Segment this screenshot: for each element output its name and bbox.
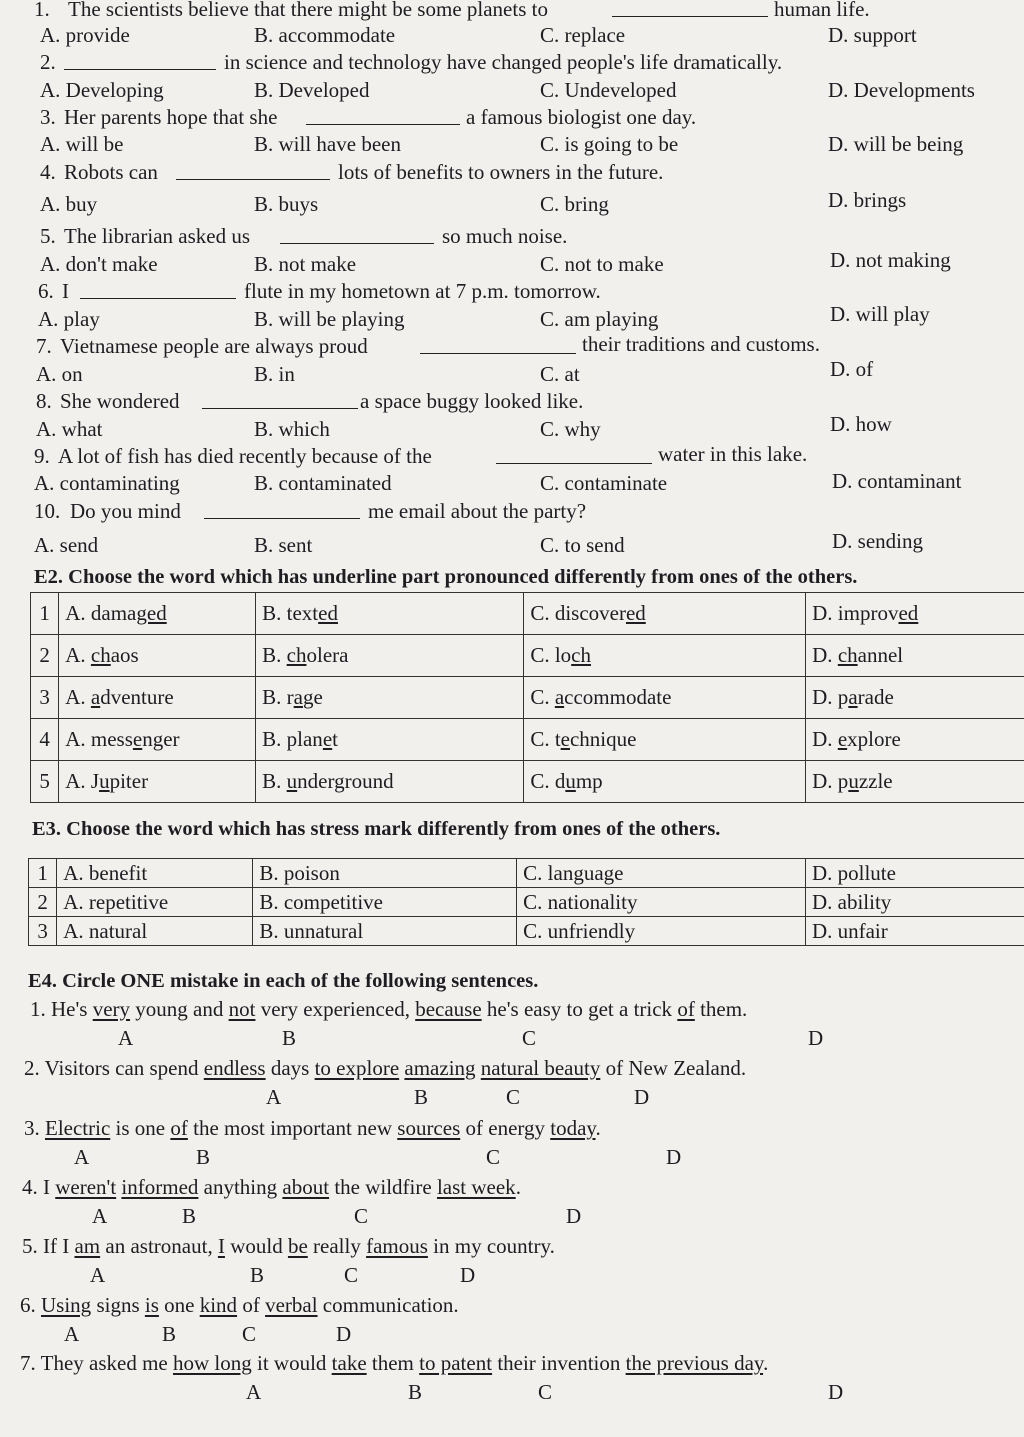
sentence-text: the most important new: [187, 1116, 398, 1140]
word-option[interactable]: D. explore: [806, 719, 1024, 761]
underlined-option[interactable]: to explore: [314, 1056, 400, 1080]
option-d[interactable]: D. sending: [832, 529, 923, 553]
option-d[interactable]: D. support: [828, 23, 917, 47]
sentence-text: If I: [43, 1234, 75, 1258]
answer-blank[interactable]: [64, 53, 216, 70]
option-a[interactable]: A. on: [36, 362, 83, 386]
sentence-text: in my country.: [427, 1234, 555, 1258]
option-letter: B: [162, 1322, 177, 1346]
table-row: [31, 635, 1024, 677]
word-option[interactable]: C. nationality: [517, 888, 806, 917]
option-b[interactable]: B. Developed: [254, 78, 370, 102]
table-row: [29, 859, 1024, 888]
error-sentence-4: [22, 1174, 521, 1200]
option-d[interactable]: D. Developments: [828, 78, 975, 102]
row-number: 1: [29, 859, 57, 888]
underlined-option[interactable]: how long: [173, 1351, 252, 1375]
word-option[interactable]: D. channel: [806, 635, 1024, 677]
option-b[interactable]: B. accommodate: [254, 23, 396, 47]
table-row: [31, 593, 1024, 635]
sentence-text: .: [763, 1351, 769, 1375]
option-letter: B: [196, 1145, 211, 1169]
option-letter: A: [64, 1322, 80, 1346]
option-b[interactable]: B. which: [254, 417, 330, 441]
answer-blank[interactable]: [280, 227, 434, 244]
option-b[interactable]: B. in: [254, 362, 295, 386]
option-c[interactable]: C. why: [540, 417, 601, 441]
word-option[interactable]: B. underground: [256, 761, 524, 803]
sentence-text: He's: [51, 997, 93, 1021]
option-letter: B: [250, 1263, 265, 1287]
option-c[interactable]: C. replace: [540, 23, 626, 47]
word-option[interactable]: A. adventure: [59, 677, 256, 719]
options-6: [0, 302, 1024, 332]
option-c[interactable]: C. at: [540, 362, 580, 386]
underlined-option[interactable]: Using: [41, 1293, 92, 1317]
sentence-text: of energy: [460, 1116, 551, 1140]
question-10: 10. Do you mind me email about the party?: [34, 499, 587, 523]
sentence-text: 1.: [30, 997, 46, 1021]
option-b[interactable]: B. contaminated: [254, 471, 392, 495]
options-1: [0, 22, 1024, 48]
underlined-option[interactable]: famous: [366, 1234, 428, 1258]
option-letter: D: [808, 1026, 824, 1050]
option-c[interactable]: C. bring: [540, 192, 609, 216]
option-a[interactable]: A. what: [36, 417, 103, 441]
word-option[interactable]: C. unfriendly: [517, 917, 806, 946]
option-letter: C: [242, 1322, 257, 1346]
options-4: [0, 188, 1024, 217]
row-number: 4: [31, 719, 59, 761]
underlined-option[interactable]: natural beauty: [480, 1056, 601, 1080]
word-option[interactable]: D. puzzle: [806, 761, 1024, 803]
word-option[interactable]: C. language: [517, 859, 806, 888]
underlined-option[interactable]: today: [550, 1116, 596, 1140]
option-letter: C: [522, 1026, 537, 1050]
question-2: 2. in science and technology have changed people's life dramatically.: [40, 50, 783, 74]
sentence-text: really: [307, 1234, 367, 1258]
option-a[interactable]: A. send: [34, 533, 99, 557]
word-option[interactable]: A. natural: [57, 917, 253, 946]
row-number: 2: [31, 635, 59, 677]
underlined-option[interactable]: last week: [436, 1175, 516, 1199]
option-letter: C: [354, 1204, 369, 1228]
option-letter: C: [486, 1145, 501, 1169]
options-3: [0, 131, 1024, 157]
table-row: [29, 888, 1024, 917]
error-sentence-5: [22, 1233, 555, 1259]
option-d[interactable]: D. how: [830, 412, 892, 436]
e4-heading: E4. Circle ONE mistake in each of the following sentences.: [28, 970, 539, 992]
word-option[interactable]: D. ability: [805, 888, 1024, 917]
row-number: 1: [31, 593, 59, 635]
question-8: 8. She wondered a space buggy looked like.: [36, 389, 584, 413]
word-option[interactable]: A. damaged: [59, 593, 256, 635]
option-a[interactable]: A. play: [38, 307, 100, 331]
word-option[interactable]: B. planet: [256, 719, 524, 761]
sentence-text: of New Zealand.: [600, 1056, 747, 1080]
sentence-text: .: [595, 1116, 601, 1140]
sentence-text: he's easy to get a trick: [481, 997, 678, 1021]
sentence-text: I: [43, 1175, 56, 1199]
word-option[interactable]: C. technique: [524, 719, 806, 761]
sentence-text: .: [515, 1175, 521, 1199]
word-option[interactable]: B. unnatural: [253, 917, 517, 946]
answer-blank[interactable]: [612, 0, 768, 17]
option-letter: D: [666, 1145, 682, 1169]
word-option[interactable]: A. benefit: [57, 859, 253, 888]
option-letter: D: [460, 1263, 476, 1287]
underlined-option[interactable]: the previous day: [625, 1351, 764, 1375]
sentence-text: is one: [110, 1116, 171, 1140]
row-number: 3: [29, 917, 57, 946]
sentence-text: 4.: [22, 1175, 38, 1199]
row-number: 3: [31, 677, 59, 719]
sentence-text: very experienced,: [255, 997, 416, 1021]
option-letter: A: [118, 1026, 134, 1050]
underlined-option[interactable]: kind: [199, 1293, 238, 1317]
word-option[interactable]: C. accommodate: [524, 677, 806, 719]
word-option[interactable]: B. cholera: [256, 635, 524, 677]
sentence-text: 6.: [20, 1293, 36, 1317]
options-8: [0, 412, 1024, 442]
word-option[interactable]: C. loch: [524, 635, 806, 677]
option-letter: B: [282, 1026, 297, 1050]
underlined-option[interactable]: sources: [397, 1116, 461, 1140]
question-9: 9. A lot of fish has died recently because of the water in this lake.: [34, 442, 808, 468]
option-letter: C: [344, 1263, 359, 1287]
option-letter: C: [506, 1085, 521, 1109]
option-c[interactable]: C. not to make: [540, 252, 664, 276]
underlined-option[interactable]: verbal: [265, 1293, 318, 1317]
option-letter: D: [566, 1204, 582, 1228]
word-option[interactable]: C. dump: [524, 761, 806, 803]
option-c[interactable]: C. am playing: [540, 307, 659, 331]
word-option[interactable]: B. rage: [256, 677, 524, 719]
word-option[interactable]: B. poison: [253, 859, 517, 888]
answer-blank[interactable]: [202, 392, 358, 409]
word-option[interactable]: D. unfair: [805, 917, 1024, 946]
sentence-text: 5.: [22, 1234, 38, 1258]
option-b[interactable]: B. not make: [254, 252, 357, 276]
question-1: 1. The scientists believe that there might be some planets to human life.: [34, 0, 870, 21]
sentence-text: the wildfire: [329, 1175, 437, 1199]
option-letter: A: [246, 1380, 262, 1404]
question-4: 4. Robots can lots of benefits to owners in the future.: [40, 160, 664, 184]
underlined-option[interactable]: informed: [121, 1175, 199, 1199]
question-7: 7. Vietnamese people are always proud their traditions and customs.: [36, 332, 820, 358]
error-sentence-3: [24, 1115, 601, 1141]
option-a[interactable]: A. will be: [40, 132, 124, 156]
underlined-option[interactable]: very: [92, 997, 131, 1021]
option-letter: B: [414, 1085, 429, 1109]
option-c[interactable]: C. is going to be: [540, 132, 679, 156]
sentence-text: their invention: [492, 1351, 626, 1375]
e2-heading: E2. Choose the word which has underline part pronounced differently from ones of the others.: [34, 566, 858, 588]
answer-blank[interactable]: [204, 502, 360, 519]
option-c[interactable]: C. Undeveloped: [540, 78, 677, 102]
option-a[interactable]: A. Developing: [40, 78, 164, 102]
sentence-text: anything: [198, 1175, 283, 1199]
option-c[interactable]: C. to send: [540, 533, 625, 557]
answer-blank[interactable]: [420, 337, 576, 354]
question-5: 5. The librarian asked us so much noise.: [40, 224, 568, 248]
option-b[interactable]: B. will have been: [254, 132, 401, 156]
sentence-text: young and: [130, 997, 229, 1021]
sentence-text: them.: [694, 997, 748, 1021]
option-letter: A: [92, 1204, 108, 1228]
row-number: 2: [29, 888, 57, 917]
word-option[interactable]: D. parade: [806, 677, 1024, 719]
word-option[interactable]: A. repetitive: [57, 888, 253, 917]
option-a[interactable]: A. contaminating: [34, 471, 180, 495]
table-row: [29, 917, 1024, 946]
word-option[interactable]: C. discovered: [524, 593, 806, 635]
underlined-option[interactable]: of: [170, 1116, 188, 1140]
option-letter: B: [182, 1204, 197, 1228]
table-row: [31, 761, 1024, 803]
answer-blank[interactable]: [496, 447, 652, 464]
table-row: [31, 719, 1024, 761]
sentence-text: them: [366, 1351, 420, 1375]
error-sentence-7: [20, 1350, 768, 1376]
word-option[interactable]: D. improved: [806, 593, 1024, 635]
option-b[interactable]: B. sent: [254, 533, 313, 557]
option-d[interactable]: D. will be being: [828, 132, 964, 156]
underlined-option[interactable]: I: [217, 1234, 225, 1258]
sentence-text: signs: [91, 1293, 145, 1317]
word-option[interactable]: A. messenger: [59, 719, 256, 761]
answer-blank[interactable]: [176, 163, 330, 180]
sentence-text: an astronaut,: [100, 1234, 218, 1258]
e3-table: [28, 858, 1024, 946]
answer-blank[interactable]: [80, 282, 236, 299]
sentence-text: communication.: [317, 1293, 459, 1317]
option-b[interactable]: B. buys: [254, 192, 319, 216]
underlined-option[interactable]: weren't: [55, 1175, 117, 1199]
underlined-option[interactable]: to patent: [419, 1351, 493, 1375]
options-2: [0, 77, 1024, 103]
option-d[interactable]: D. contaminant: [832, 469, 962, 493]
option-d[interactable]: D. will play: [830, 302, 930, 326]
option-letter: D: [336, 1322, 352, 1346]
options-10: [0, 529, 1024, 558]
sentence-text: days: [265, 1056, 315, 1080]
option-c[interactable]: C. contaminate: [540, 471, 668, 495]
word-option[interactable]: A. Jupiter: [59, 761, 256, 803]
option-letter: A: [90, 1263, 106, 1287]
underlined-option[interactable]: is: [144, 1293, 159, 1317]
sentence-text: 3.: [24, 1116, 40, 1140]
underlined-option[interactable]: of: [677, 997, 695, 1021]
word-option[interactable]: B. texted: [256, 593, 524, 635]
sentence-text: would: [224, 1234, 288, 1258]
e2-table: [30, 592, 1024, 803]
table-row: [31, 677, 1024, 719]
options-5: [0, 248, 1024, 277]
option-a[interactable]: A. buy: [40, 192, 98, 216]
option-d[interactable]: D. brings: [828, 188, 907, 212]
sentence-text: it would: [251, 1351, 332, 1375]
word-option[interactable]: D. pollute: [805, 859, 1024, 888]
sentence-text: one: [158, 1293, 200, 1317]
sentence-text: They asked me: [40, 1351, 173, 1375]
underlined-option[interactable]: am: [74, 1234, 101, 1258]
option-letter: C: [538, 1380, 553, 1404]
sentence-text: 2.: [24, 1056, 40, 1080]
option-b[interactable]: B. will be playing: [254, 307, 405, 331]
sentence-text: Visitors can spend: [44, 1056, 204, 1080]
underlined-option[interactable]: take: [331, 1351, 367, 1375]
options-7: [0, 357, 1024, 387]
underlined-option[interactable]: not: [228, 997, 256, 1021]
question-6: 6. I flute in my hometown at 7 p.m. tomorrow.: [38, 279, 601, 303]
options-9: [0, 470, 1024, 496]
word-option[interactable]: B. competitive: [253, 888, 517, 917]
option-a[interactable]: A. provide: [40, 23, 130, 47]
underlined-option[interactable]: about: [282, 1175, 330, 1199]
question-3: 3. Her parents hope that she a famous biologist one day.: [40, 105, 697, 129]
option-letter: B: [408, 1380, 423, 1404]
word-option[interactable]: A. chaos: [59, 635, 256, 677]
option-d[interactable]: D. not making: [830, 248, 951, 272]
option-letter: A: [74, 1145, 90, 1169]
option-letter: D: [634, 1085, 650, 1109]
e3-heading: E3. Choose the word which has stress mark differently from ones of the others.: [32, 818, 721, 840]
underlined-option[interactable]: because: [415, 997, 482, 1021]
sentence-text: of: [237, 1293, 266, 1317]
option-d[interactable]: D. of: [830, 357, 874, 381]
error-sentence-2: [24, 1055, 746, 1081]
answer-blank[interactable]: [306, 108, 460, 125]
underlined-option[interactable]: be: [287, 1234, 308, 1258]
error-sentence-1: [30, 996, 747, 1022]
sentence-text: 7.: [20, 1351, 36, 1375]
row-number: 5: [31, 761, 59, 803]
option-letter: D: [828, 1380, 844, 1404]
underlined-option[interactable]: amazing: [404, 1056, 476, 1080]
option-letter: A: [266, 1085, 282, 1109]
error-sentence-6: [20, 1292, 459, 1318]
underlined-option[interactable]: Electric: [45, 1116, 111, 1140]
underlined-option[interactable]: endless: [203, 1056, 266, 1080]
option-a[interactable]: A. don't make: [40, 252, 158, 276]
